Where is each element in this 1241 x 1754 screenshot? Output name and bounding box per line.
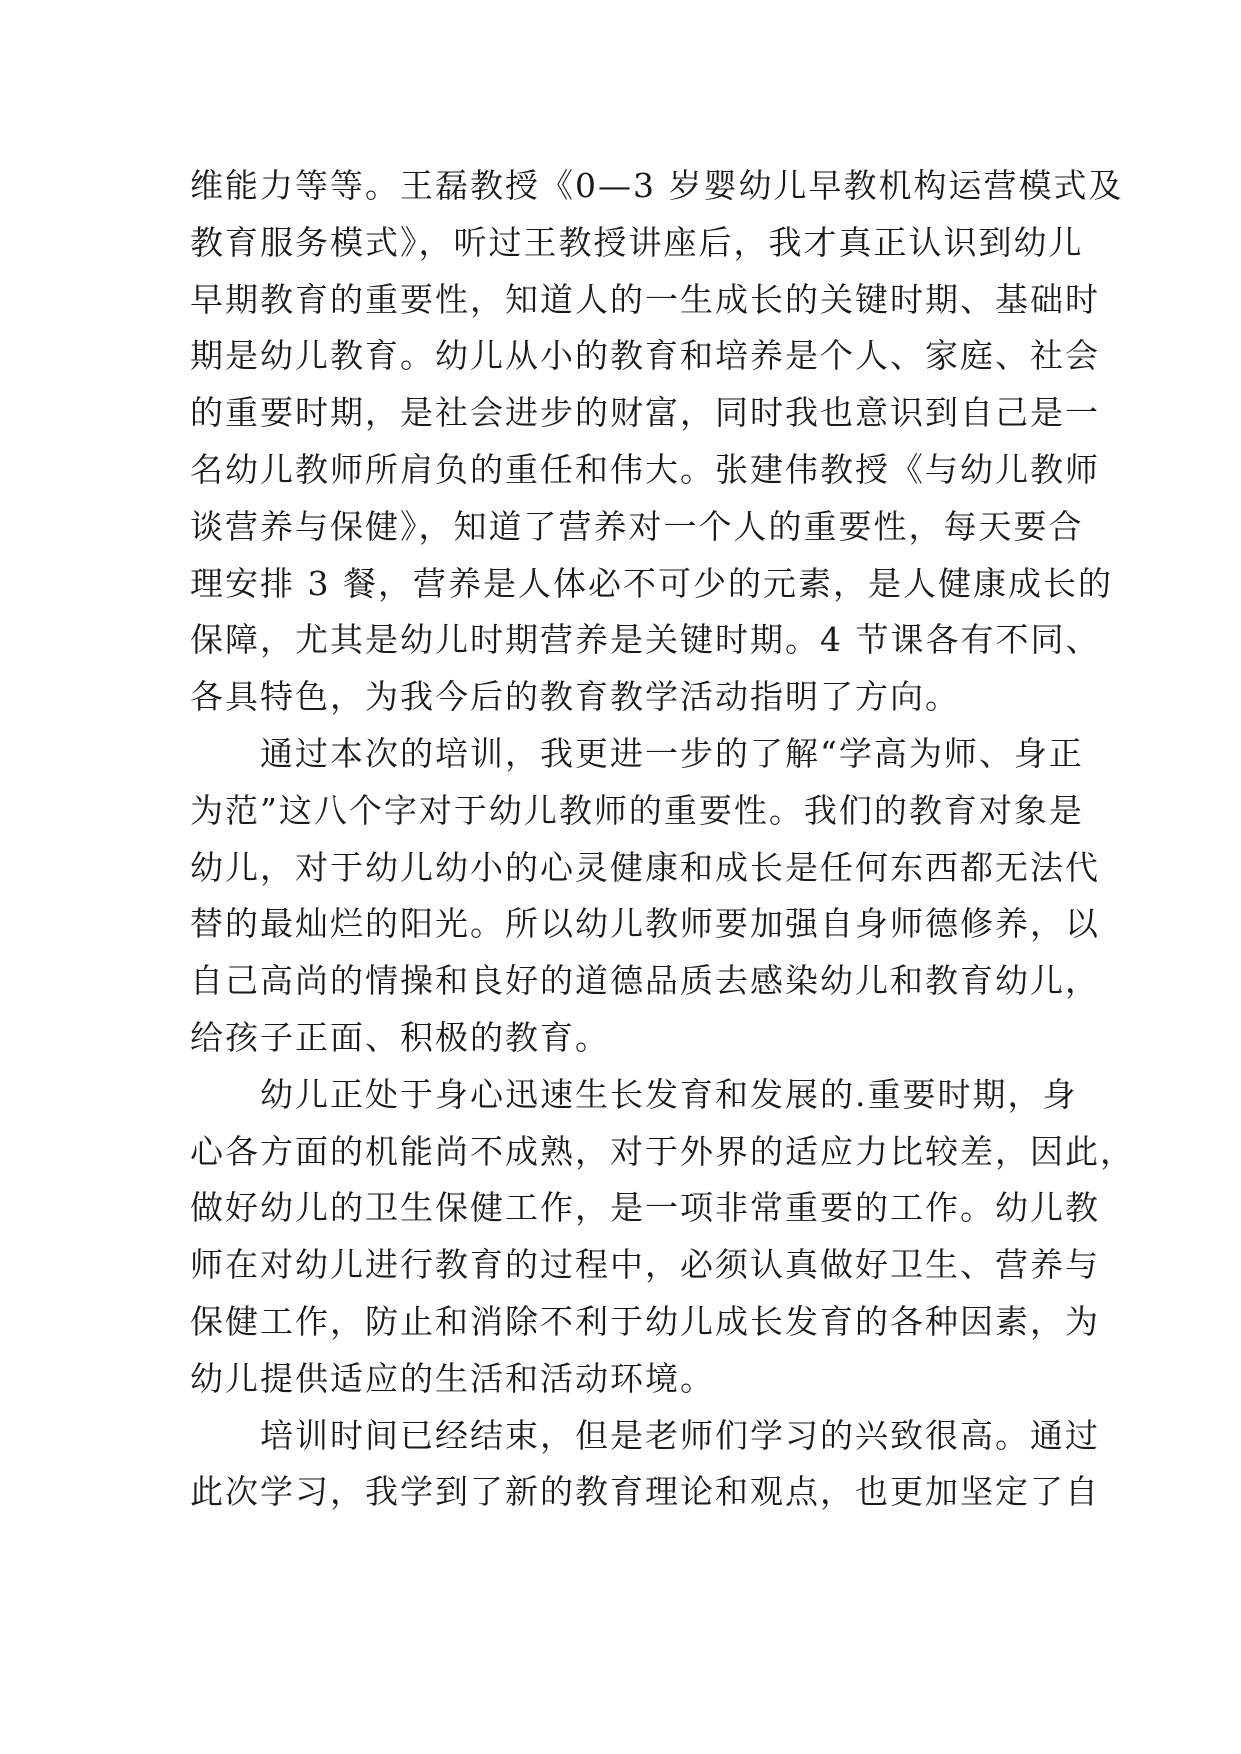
text-line: 各具特色，为我今后的教育教学活动指明了方向。: [190, 677, 960, 717]
text-line: 名幼儿教师所肩负的重任和伟大。张建伟教授《与幼儿教师: [190, 449, 1100, 489]
paragraph-2: [190, 726, 1100, 1067]
text-line: 保健工作，防止和消除不利于幼儿成长发育的各种因素，为: [190, 1301, 1100, 1341]
text-line: 为范”这八个字对于幼儿教师的重要性。我们的教育对象是: [190, 790, 1084, 830]
text-line: 做好幼儿的卫生保健工作，是一项非常重要的工作。幼儿教: [190, 1188, 1100, 1228]
paragraph-4: [190, 1408, 1100, 1522]
text-line: 维能力等等。王磊教授《0—3 岁婴幼儿早教机构运营模式及: [190, 166, 1124, 205]
text-line: 培训时间已经结束，但是老师们学习的兴致很高。通过: [260, 1415, 1100, 1455]
text-line: 谈营养与保健》，知道了营养对一个人的重要性，每天要合: [190, 506, 1084, 546]
text-line: 早期教育的重要性，知道人的一生成长的关键时期、基础时: [190, 279, 1100, 319]
text-line: 教育服务模式》，听过王教授讲座后，我才真正认识到幼儿: [190, 222, 1084, 262]
text-line: 保障，尤其是幼儿时期营养是关键时期。4 节课各有不同、: [190, 620, 1101, 660]
text-line: 替的最灿烂的阳光。所以幼儿教师要加强自身师德修养，以: [190, 904, 1100, 944]
text-line: 自己高尚的情操和良好的道德品质去感染幼儿和教育幼儿，: [190, 961, 1100, 1001]
text-line: 师在对幼儿进行教育的过程中，必须认真做好卫生、营养与: [190, 1245, 1100, 1285]
text-line: 此次学习，我学到了新的教育理论和观点，也更加坚定了自: [190, 1472, 1100, 1512]
paragraph-3: [190, 1067, 1135, 1408]
paragraph-1: [190, 158, 1124, 726]
text-line: 的重要时期，是社会进步的财富，同时我也意识到自己是一: [190, 393, 1100, 433]
text-line: 通过本次的培训，我更进一步的了解“学高为师、身正: [260, 733, 1084, 773]
text-line: 幼儿正处于身心迅速生长发育和发展的.重要时期，身: [260, 1074, 1078, 1114]
text-line: 心各方面的机能尚不成熟，对于外界的适应力比较差，因此，: [190, 1131, 1135, 1171]
text-line: 给孩子正面、积极的教育。: [190, 1017, 610, 1057]
text-line: 幼儿提供适应的生活和活动环境。: [190, 1358, 715, 1398]
text-line: 期是幼儿教育。幼儿从小的教育和培养是个人、家庭、社会: [190, 336, 1100, 376]
text-line: 理安排 3 餐，营养是人体必不可少的元素，是人健康成长的: [190, 563, 1113, 603]
document-body: [190, 158, 1135, 1521]
text-line: 幼儿，对于幼儿幼小的心灵健康和成长是任何东西都无法代: [190, 847, 1100, 887]
